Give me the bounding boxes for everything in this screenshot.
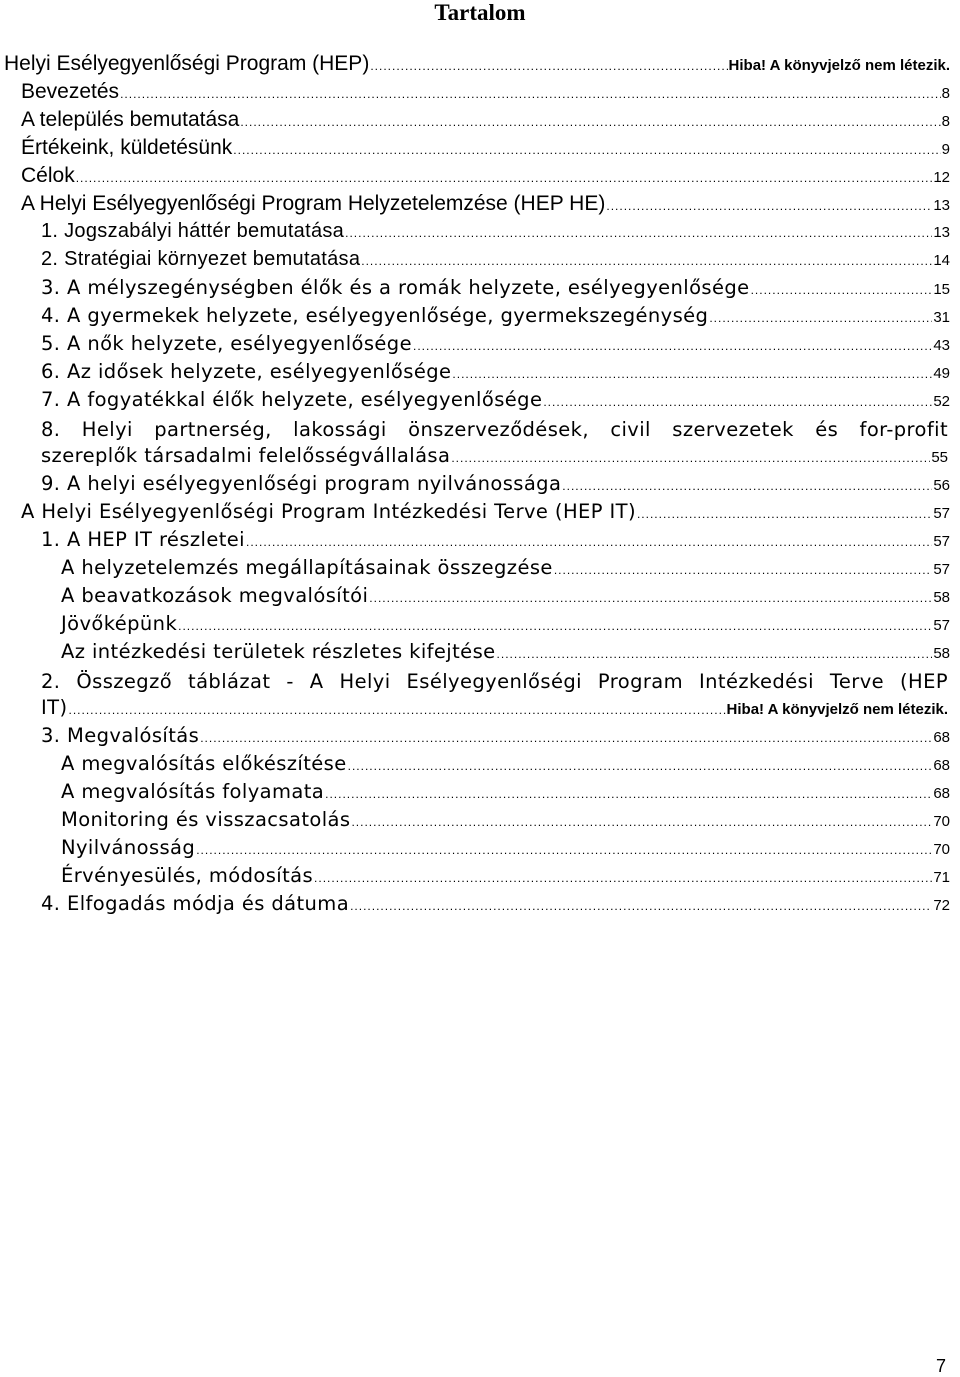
toc-entry[interactable] [21, 164, 950, 192]
toc-entry-page: 15 [933, 281, 950, 298]
toc-entry-text: Érvényesülés, módosítás [61, 864, 314, 887]
toc-entry-page: 68 [933, 729, 950, 746]
leader-dots [709, 311, 932, 325]
toc-entry-page: 52 [933, 393, 950, 410]
toc-entry-text: 6. Az idősek helyzete, esélyegyenlősége [41, 360, 452, 383]
toc-entry-text: A Helyi Esélyegyenlőségi Program Intézkedési Terve (HEP IT) [21, 500, 636, 523]
leader-dots [233, 143, 940, 157]
toc-entry[interactable] [21, 192, 950, 220]
toc-entry[interactable] [21, 136, 950, 164]
toc-entry[interactable] [41, 892, 950, 920]
toc-entry-page: 57 [933, 505, 950, 522]
toc-entry-text-line2: szereplők társadalmi felelősségvállalása [41, 444, 451, 467]
toc-entry[interactable] [41, 304, 950, 332]
toc-entry-text: Helyi Esélyegyenlőségi Program (HEP) [4, 52, 370, 75]
toc-entry[interactable] [61, 808, 950, 836]
leader-dots [246, 535, 932, 549]
toc-entry-text: A helyzetelemzés megállapításainak összegzése [61, 556, 553, 579]
toc-entry-page: 56 [933, 477, 950, 494]
toc-entry[interactable] [61, 780, 950, 808]
toc-entry-page: 70 [933, 813, 950, 830]
toc-entry-text: Bevezetés [21, 80, 120, 103]
toc-entry[interactable] [41, 668, 948, 724]
toc-entry-page: 13 [933, 224, 950, 241]
toc-entry[interactable] [41, 388, 950, 416]
toc-entry[interactable] [41, 220, 950, 248]
toc-entry-page: 58 [933, 645, 950, 662]
toc-entry[interactable] [21, 108, 950, 136]
toc-entry-page: 57 [933, 561, 950, 578]
leader-dots [68, 703, 725, 717]
toc-entry-text: Monitoring és visszacsatolás [61, 808, 351, 831]
toc-entry[interactable] [41, 472, 950, 500]
toc-entry-text: A Helyi Esélyegyenlőségi Program Helyzetelemzése (HEP HE) [21, 192, 606, 215]
leader-dots [314, 871, 932, 885]
toc-entry-page: 55 [931, 449, 948, 466]
leader-dots [751, 283, 933, 297]
toc-entry[interactable] [41, 248, 950, 276]
leader-dots [240, 115, 940, 129]
leader-dots [325, 787, 932, 801]
toc-entry-page: 72 [933, 897, 950, 914]
toc-entry-text: Nyilvánosság [61, 836, 196, 859]
toc-entry-text: 2. Stratégiai környezet bemutatása [41, 248, 361, 270]
toc-entry-page: 43 [933, 337, 950, 354]
toc-entry-text: 7. A fogyatékkal élők helyzete, esélyegyenlősége [41, 388, 543, 411]
toc-entry-page: 71 [933, 869, 950, 886]
leader-dots [543, 395, 932, 409]
toc-entry-page: 8 [941, 85, 950, 102]
leader-dots [451, 451, 930, 465]
page-number: 7 [935, 1356, 946, 1376]
toc-entry-page: 14 [933, 252, 950, 269]
toc-entry[interactable] [61, 836, 950, 864]
leader-dots [348, 759, 933, 773]
toc-entry-text: A megvalósítás előkészítése [61, 752, 347, 775]
toc-entry-text: 9. A helyi esélyegyenlőségi program nyilvánossága [41, 472, 562, 495]
leader-dots [350, 899, 932, 913]
toc-entry-page: 57 [933, 533, 950, 550]
leader-dots [120, 87, 941, 101]
toc-entry-text: 5. A nők helyzete, esélyegyenlősége [41, 332, 412, 355]
leader-dots [606, 199, 932, 213]
leader-dots [369, 591, 932, 605]
leader-dots [452, 367, 932, 381]
toc-entry[interactable] [61, 612, 950, 640]
leader-dots [200, 731, 932, 745]
leader-dots [76, 171, 933, 185]
toc-entry-page: 68 [933, 757, 950, 774]
leader-dots [637, 507, 932, 521]
leader-dots [196, 843, 932, 857]
toc-entry-text-line1: 2. Összegző táblázat - A Helyi Esélyegyenlőségi Program Intézkedési Terve (HEP [41, 670, 948, 693]
toc-entry-text-line2: IT) [41, 696, 68, 719]
toc-entry-text: 1. Jogszabályi háttér bemutatása [41, 220, 345, 242]
toc-entry-text: Értékeink, küldetésünk [21, 136, 233, 159]
toc-entry[interactable] [41, 724, 950, 752]
toc-entry-text: 4. Elfogadás módja és dátuma [41, 892, 350, 915]
toc-entry-text: A település bemutatása [21, 108, 240, 131]
toc-entry-page: 31 [933, 309, 950, 326]
toc-entry[interactable] [61, 752, 950, 780]
leader-dots [413, 339, 932, 353]
toc-entry-text: 4. A gyermekek helyzete, esélyegyenlősége, gyermekszegénység [41, 304, 709, 327]
toc-entry-text: A megvalósítás folyamata [61, 780, 325, 803]
toc-entry-page: 9 [941, 141, 950, 158]
toc-entry[interactable] [21, 500, 950, 528]
toc-entry[interactable] [41, 360, 950, 388]
leader-dots [562, 479, 932, 493]
toc-entry[interactable] [4, 52, 950, 80]
toc-entry-page: 68 [933, 785, 950, 802]
toc-entry-text: 3. Megvalósítás [41, 724, 200, 747]
page-title: Tartalom [434, 0, 526, 25]
leader-dots [351, 815, 932, 829]
toc-entry[interactable] [21, 80, 950, 108]
toc-entry[interactable] [61, 584, 950, 612]
toc-entry-page: 13 [933, 197, 950, 214]
toc-entry-page: 57 [933, 617, 950, 634]
toc-entry-text: 1. A HEP IT részletei [41, 528, 245, 551]
leader-dots [370, 59, 727, 73]
toc-entry[interactable] [41, 528, 950, 556]
leader-dots [178, 619, 932, 633]
toc-entry-page: Hiba! A könyvjelző nem létezik. [726, 701, 948, 718]
toc-entry-text-line1: 8. Helyi partnerség, lakossági önszerveződések, civil szervezetek és for-profit [41, 418, 948, 441]
toc-entry-page: 12 [933, 169, 950, 186]
leader-dots [554, 563, 933, 577]
leader-dots [345, 226, 932, 240]
toc-entry[interactable] [61, 864, 950, 892]
toc-entry-text: Jövőképünk [61, 612, 178, 635]
toc-entry-text: Az intézkedési területek részletes kifejtése [61, 640, 496, 663]
toc-entry-page: Hiba! A könyvjelző nem létezik. [728, 57, 950, 74]
toc-entry[interactable] [41, 416, 948, 472]
leader-dots [361, 254, 932, 268]
toc-entry[interactable] [61, 640, 950, 668]
toc-entry-page: 58 [933, 589, 950, 606]
toc-entry-text: A beavatkozások megvalósítói [61, 584, 369, 607]
toc-entry-page: 8 [941, 113, 950, 130]
toc-entry-text: Célok [21, 164, 75, 187]
toc-entry-text: 3. A mélyszegénységben élők és a romák helyzete, esélyegyenlősége [41, 276, 750, 299]
toc-entry-page: 70 [933, 841, 950, 858]
toc-entry[interactable] [41, 276, 950, 304]
toc-entry[interactable] [41, 332, 950, 360]
leader-dots [497, 647, 933, 661]
toc-entry-page: 49 [933, 365, 950, 382]
toc-entry[interactable] [61, 556, 950, 584]
